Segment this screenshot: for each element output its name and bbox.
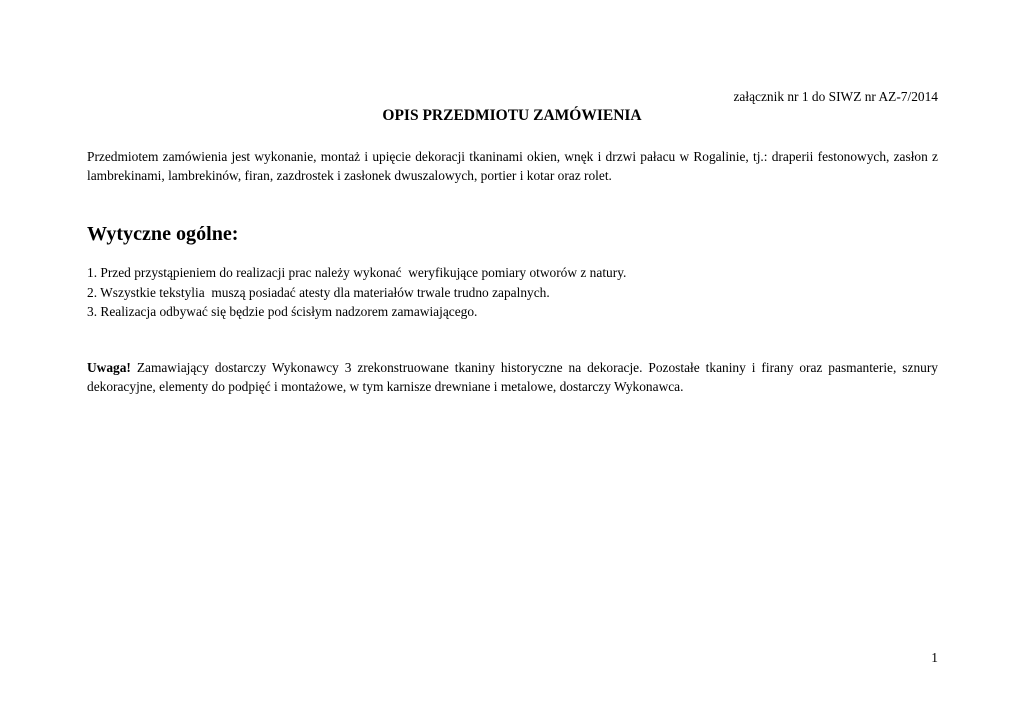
document-title: OPIS PRZEDMIOTU ZAMÓWIENIA (382, 107, 642, 124)
attachment-reference: załącznik nr 1 do SIWZ nr AZ-7/2014 (733, 89, 938, 104)
guidelines-heading: Wytyczne ogólne: (87, 223, 239, 245)
page-number: 1 (931, 650, 938, 665)
guideline-item: 3. Realizacja odbywać się będzie pod ścisłym nadzorem zamawiającego. (87, 304, 478, 319)
note-text: Zamawiający dostarczy Wykonawcy 3 zrekonstruowane tkaniny historyczne na dekoracje. Pozostałe tkaniny i firany oraz pasmanterie, sznury dekoracyjne, elementy do podpięć i montażowe, w tym karnisze drewniane i metalowe, dostarczy Wykonawca. (87, 360, 938, 394)
guideline-item: 2. Wszystkie tekstylia muszą posiadać atesty dla materiałów trwale trudno zapalnych. (87, 284, 550, 300)
guideline-item: 1. Przed przystąpieniem do realizacji prac należy wykonać weryfikujące pomiary otworów z natury. (87, 265, 627, 280)
guidelines-list (87, 263, 938, 322)
note-paragraph (87, 358, 938, 396)
note-label: Uwaga! (87, 360, 131, 375)
intro-paragraph: Przedmiotem zamówienia jest wykonanie, montaż i upięcie dekoracji tkaninami okien, wnęk i drzwi pałacu w Rogalinie, tj.: draperii festonowych, zasłon z lambrekinami, lambrekinów, firan, zazdrostek i zasłonek dwuszalowych, portier i kotar oraz rolet. (87, 149, 938, 183)
